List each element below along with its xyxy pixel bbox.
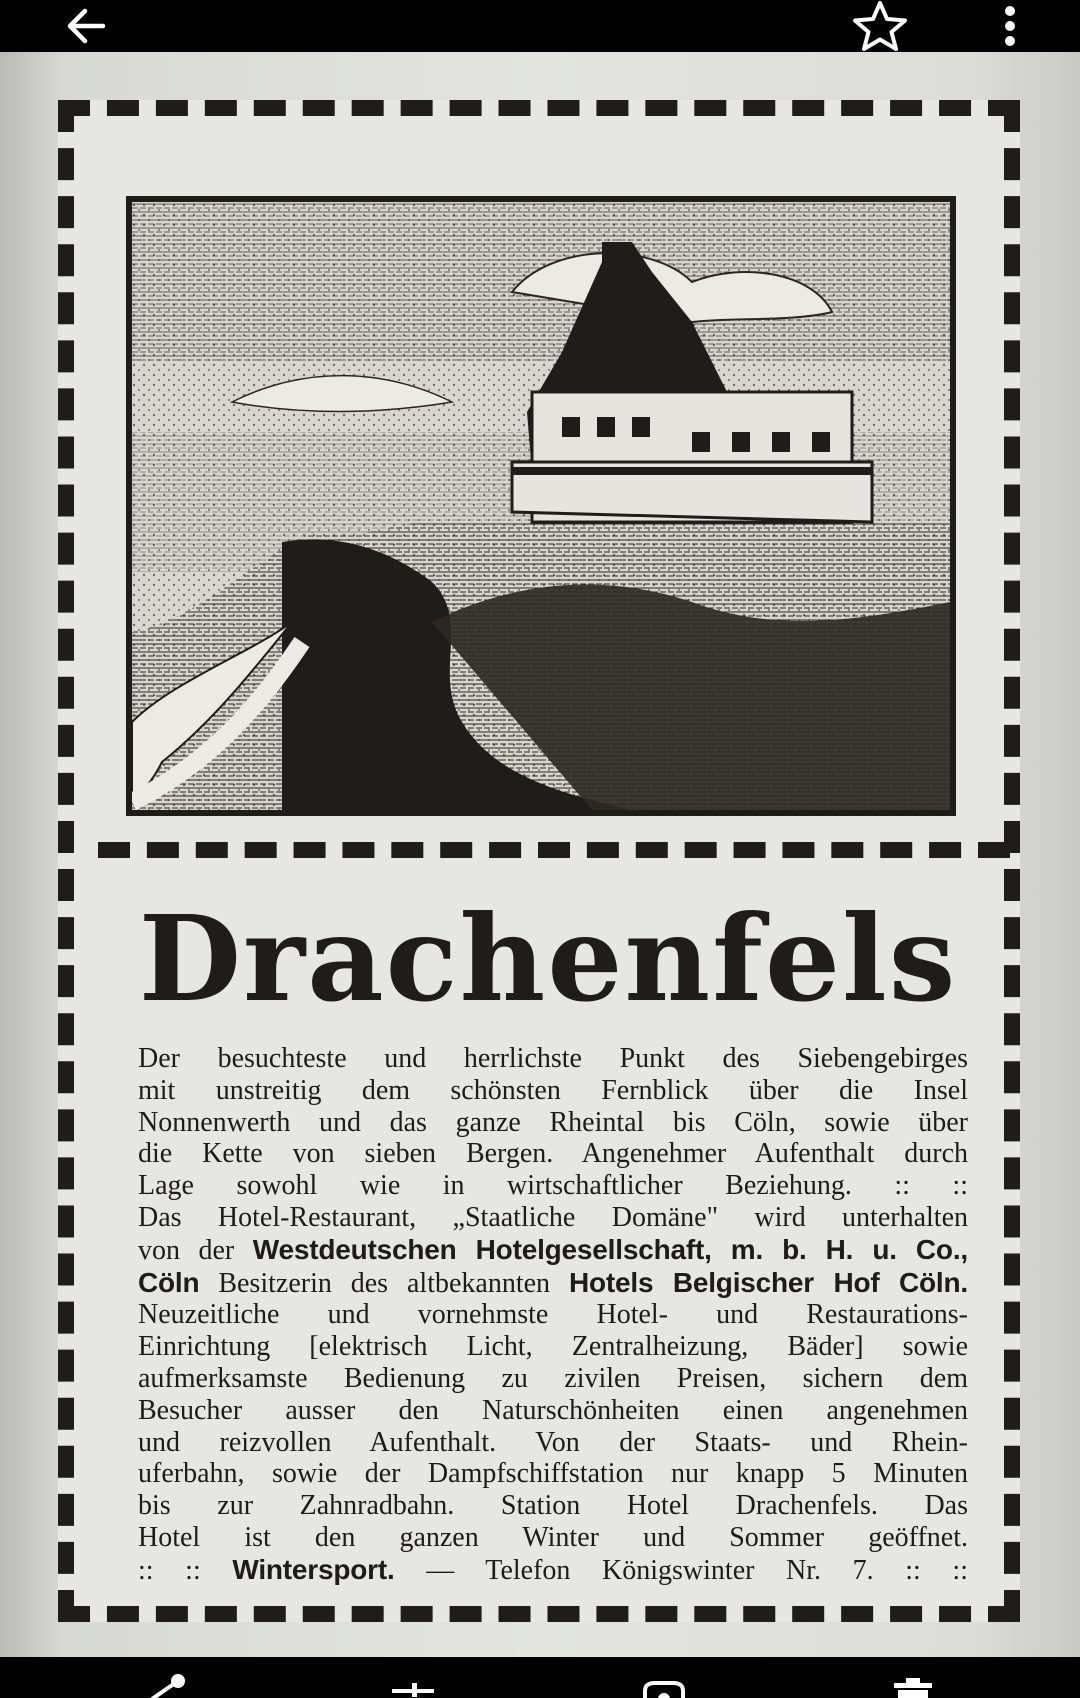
hotel-name: Hotels Belgischer Hof Cöln. [568,1266,968,1298]
lens-icon [639,1673,689,1698]
company-name: Westdeutschen Hotelgesellschaft, m. b. H. u. Co., [252,1233,968,1265]
body-line: Der besuchteste und herrlichste Punkt des Siebengebirges [138,1043,968,1074]
star-outline-icon [850,0,910,52]
body-text-fragment: Besitzerin des altbekannten [199,1267,569,1299]
edit-icon [388,1673,438,1698]
body-line: und reizvollen Aufenthalt. Von der Staats- und Rhein- [138,1426,968,1458]
edit-button[interactable] [383,1673,443,1698]
body-line: Lage sowohl wie in wirtschaftlicher Beziehung. :: :: [138,1170,968,1202]
delete-icon [888,1673,938,1698]
photo-viewer[interactable] [0,52,1080,1657]
body-line: Besucher ausser den Naturschönheiten einen angenehmen [138,1394,968,1426]
headline: Drachenfels [138,889,958,1028]
newspaper-advertisement [58,100,1020,1622]
body-line: bis zur Zahnradbahn. Station Hotel Drachenfels. Das [138,1490,968,1522]
body-line: die Kette von sieben Bergen. Angenehmer Aufenthalt durch [138,1138,968,1170]
wintersport-label: Wintersport. [232,1553,395,1585]
share-button[interactable] [135,1673,195,1698]
back-button[interactable] [50,0,120,52]
body-line [138,1554,968,1587]
body-line [138,1234,968,1267]
body-line: uferbahn, sowie der Dampfschiffstation nur knapp 5 Minuten [138,1458,968,1490]
body-line: Neuzeitliche und vornehmste Hotel- und Restaurations- [138,1299,968,1331]
body-text-fragment: von der [138,1234,253,1266]
body-line: Hotel ist den ganzen Winter und Sommer geöffnet. [138,1521,968,1553]
telephone-info: — Telefon Königswinter Nr. 7. :: :: [394,1554,968,1586]
section-divider [98,842,1010,858]
delete-button[interactable] [883,1673,943,1698]
body-line: Das Hotel-Restaurant, „Staatliche Domäne" wird unterhalten [138,1201,968,1233]
share-icon [140,1673,190,1698]
favorite-button[interactable] [845,0,915,52]
lens-button[interactable] [634,1673,694,1698]
more-options-button[interactable] [975,0,1045,52]
body-line: Einrichtung [elektrisch Licht, Zentralheizung, Bäder] sowie [138,1331,968,1363]
body-line: mit unstreitig dem schönsten Fernblick über die Insel [138,1074,968,1106]
body-line: aufmerksamste Bedienung zu zivilen Preisen, sichern dem [138,1362,968,1394]
city-name: Cöln [138,1266,200,1298]
more-vert-icon [1000,0,1020,52]
body-line: Nonnenwerth und das ganze Rheintal bis Cöln, sowie über [138,1106,968,1138]
arrow-left-icon [59,0,111,52]
bottom-action-bar [0,1657,1080,1698]
advertisement-body [138,1043,968,1587]
body-text-fragment: :: :: [138,1554,233,1586]
app-bar [0,0,1080,52]
drachenfels-illustration [126,196,956,816]
body-line [138,1267,968,1300]
